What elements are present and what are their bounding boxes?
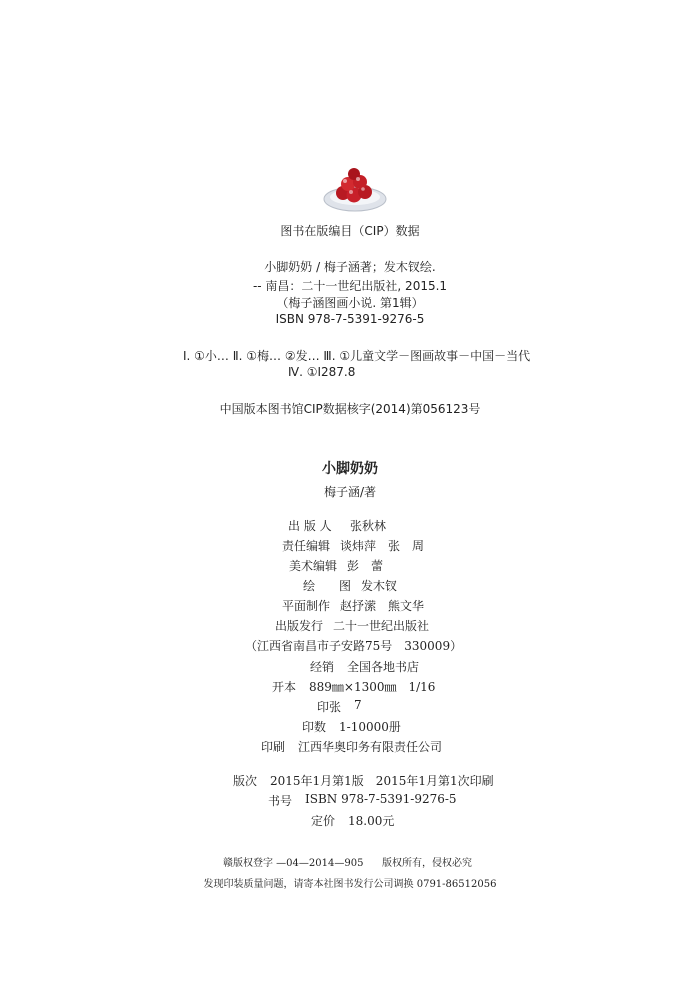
copyright-registration: 赣版权登字 —04—2014—905 xyxy=(223,858,364,869)
price-value: 18.00元 xyxy=(348,814,395,828)
isbn-label: 书号 xyxy=(268,794,293,808)
credit-label-print-run: 印数 xyxy=(302,720,327,734)
cip-line-isbn: ISBN 978-7-5391-9276-5 xyxy=(275,312,425,326)
credit-label-editor: 责任编辑 xyxy=(282,539,331,553)
cip-heading: 图书在版编目（CIP）数据 xyxy=(280,224,420,238)
cip-line-series: （梅子涵图画小说. 第1辑） xyxy=(276,296,424,310)
credit-value-art-editor: 彭 蕾 xyxy=(347,559,384,573)
credit-value-layout: 赵抒潆 熊文华 xyxy=(340,599,425,613)
fruit-plate-illustration xyxy=(321,163,389,215)
credit-value-publisher: 张秋林 xyxy=(350,519,387,533)
quality-notice: 发现印装质量问题，请寄本社图书发行公司调换 0791-86512056 xyxy=(203,879,497,890)
credit-label-distribution: 出版发行 xyxy=(275,619,324,633)
credit-label-publisher: 出 版 人 xyxy=(288,519,332,533)
credit-label-printer: 印刷 xyxy=(261,740,286,754)
credit-label-format: 开本 xyxy=(272,680,297,694)
credit-value-illustrator: 发木钗 xyxy=(361,579,398,593)
tomato-cluster xyxy=(336,168,372,203)
cip-classification-1: Ⅰ. ①小… Ⅱ. ①梅… ②发… Ⅲ. ①儿童文学－图画故事－中国－当代 xyxy=(183,349,531,363)
credit-value-printer: 江西华奥印务有限责任公司 xyxy=(298,740,443,754)
edition-label: 版次 xyxy=(233,774,258,788)
cip-line-publisher: -- 南昌：二十一世纪出版社, 2015.1 xyxy=(252,279,448,293)
credit-label-illustrator: 绘 图 xyxy=(303,579,352,593)
credit-value-editor: 谈炜萍 张 周 xyxy=(340,539,425,553)
publisher-address: （江西省南昌市子安路75号 330009） xyxy=(245,639,463,653)
credit-value-print-run: 1-10000册 xyxy=(339,720,401,734)
credit-label-seller: 经销 xyxy=(310,660,335,674)
credit-label-sheets: 印张 xyxy=(317,700,342,714)
credit-value-format: 889㎜×1300㎜ 1/16 xyxy=(309,680,436,694)
price-label: 定价 xyxy=(311,814,336,828)
book-author: 梅子涵/著 xyxy=(323,485,377,499)
cip-line-title: 小脚奶奶 / 梅子涵著；发木钗绘. xyxy=(264,260,436,274)
credit-label-layout: 平面制作 xyxy=(282,599,331,613)
credit-label-art-editor: 美术编辑 xyxy=(289,559,338,573)
cip-classification-2: Ⅳ. ①I287.8 xyxy=(288,365,356,379)
cip-record-number: 中国版本图书馆CIP数据核字(2014)第056123号 xyxy=(219,402,481,416)
book-title: 小脚奶奶 xyxy=(322,461,378,477)
credit-value-distribution: 二十一世纪出版社 xyxy=(333,619,430,633)
credit-value-sheets: 7 xyxy=(354,698,362,712)
rights-reserved: 版权所有，侵权必究 xyxy=(382,858,472,869)
credit-value-seller: 全国各地书店 xyxy=(347,660,420,674)
isbn-value: ISBN 978-7-5391-9276-5 xyxy=(305,792,457,806)
edition-value: 2015年1月第1版 2015年1月第1次印刷 xyxy=(270,774,494,788)
